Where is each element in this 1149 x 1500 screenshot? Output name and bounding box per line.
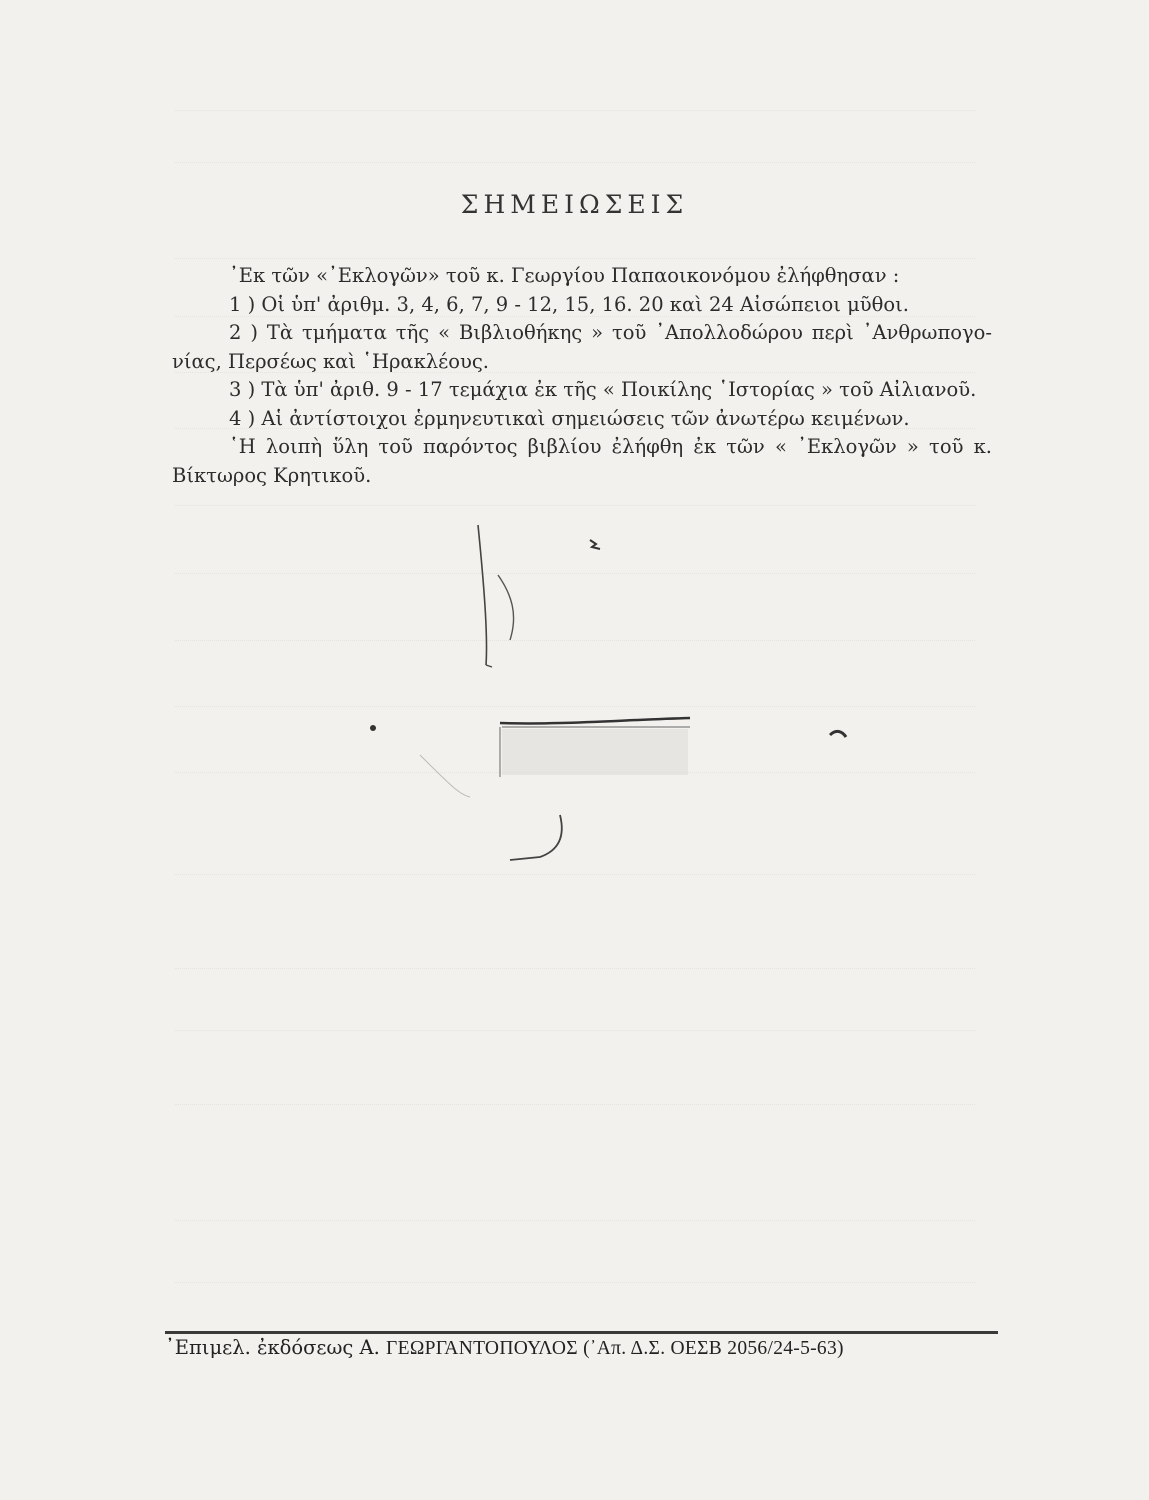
footer-credit [165, 1336, 1005, 1360]
footer-editor-name: ΓΕΩΡΓΑΝΤΟΠΟΥΛΟΣ [386, 1338, 578, 1359]
notes-item-1: 1 ) Οἱ ὑπ' ἀριθμ. 3, 4, 6, 7, 9 - 12, 15, 16. 20 καὶ 24 Αἰσώπειοι μῦθοι. [229, 292, 909, 316]
notes-intro: ᾿Εκ τῶν «᾿Εκλογῶν» τοῦ κ. Γεωργίου Παπαοικονόμου ἐλήφθησαν : [229, 264, 900, 287]
notes-item-3: 3 ) Τὰ ὑπ' ἀριθ. 9 - 17 τεμάχια ἐκ τῆς « Ποικίλης ῾Ιστορίας » τοῦ Αἰλιανοῦ. [229, 378, 977, 401]
scan-artifact-marks [360, 515, 880, 875]
notes-item-4: 4 ) Αἱ ἀντίστοιχοι ἑρμηνευτικαὶ σημειώσεις τῶν ἀνωτέρω κειμένων. [229, 406, 910, 430]
page-heading: ΣΗΜΕΙΩΣΕΙΣ [460, 190, 689, 219]
notes-body [172, 262, 992, 490]
footer-reference: (᾿Απ. Δ.Σ. ΟΕΣΒ 2056/24-5-63) [577, 1338, 844, 1359]
footer-rule [165, 1331, 998, 1334]
footer-lead: ᾿Επιμελ. ἐκδόσεως Α. [165, 1336, 387, 1359]
notes-item-2: 2 ) Τὰ τμήματα τῆς « Βιβλιοθήκης » τοῦ ᾿Απολλοδώρου περὶ ᾿Ανθρωπογο-νίας, Περσέως καὶ ῾Ηρακλέους. [172, 321, 992, 373]
notes-remaining-material: ῾Η λοιπὴ ὕλη τοῦ παρόντος βιβλίου ἐλήφθη ἐκ τῶν « ᾿Εκλογῶν » τοῦ κ. Βίκτωρος Κρητικοῦ. [172, 435, 992, 487]
